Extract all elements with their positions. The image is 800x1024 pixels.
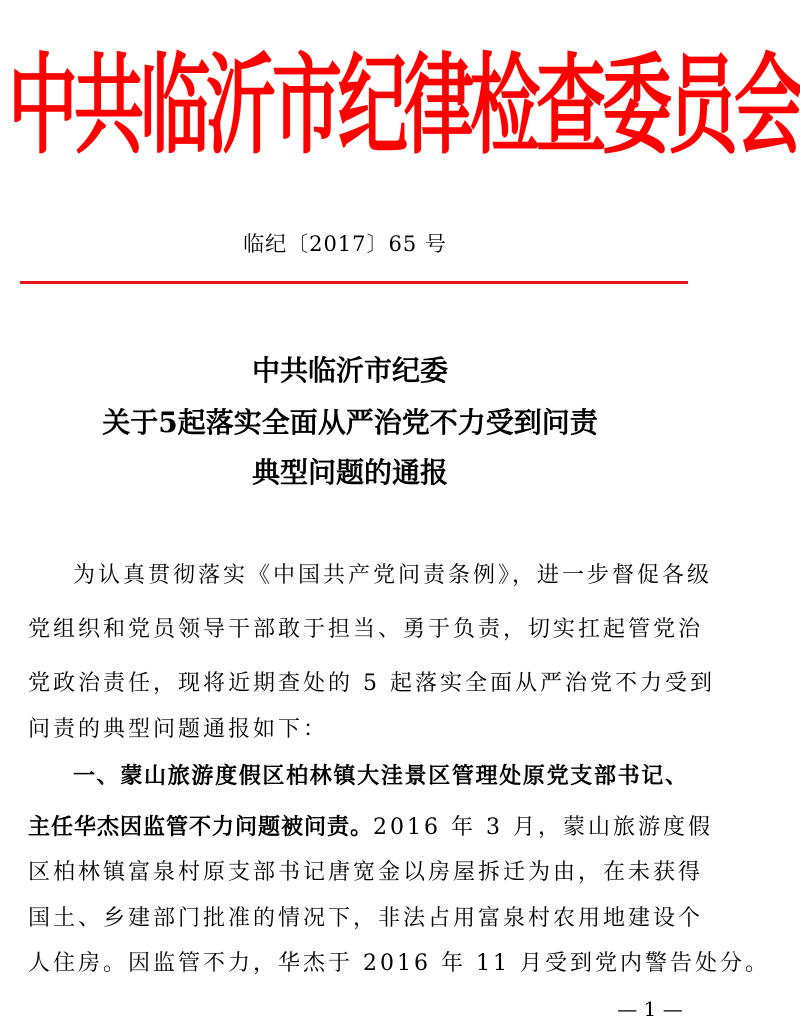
- section-1-heading-line-2: 主任华杰因监管不力问题被问责。: [28, 814, 374, 840]
- document-title-line-3: 典型问题的通报: [251, 456, 448, 489]
- document-title-line-2: 关于5起落实全面从严治党不力受到问责: [102, 406, 598, 439]
- section-1-paragraph-line: 人住房。因监管不力，华杰于 2016 年 11 月受到党内警告处分。: [28, 951, 770, 976]
- section-1-text-start: 2016 年 3 月，蒙山旅游度假: [373, 815, 713, 840]
- section-1-paragraph-line: 区柏林镇富泉村原支部书记唐宽金以房屋拆迁为由，在未获得: [28, 860, 704, 885]
- section-1-paragraph-line: [28, 807, 713, 847]
- section-1-paragraph-line: 国土、乡建部门批准的情况下，非法占用富泉村农用地建设个: [28, 906, 704, 931]
- intro-paragraph-line: 问责的典型问题通报如下：: [28, 717, 329, 742]
- intro-paragraph-line: 为认真贯彻落实《中国共产党问责条例》，进一步督促各级: [73, 563, 713, 588]
- red-divider-line: [20, 281, 688, 284]
- document-number: 临纪〔2017〕65 号: [243, 232, 447, 256]
- document-title-line-1: 中共临沂市纪委: [251, 354, 448, 387]
- section-1-heading-line-1: 一、蒙山旅游度假区柏林镇大洼景区管理处原党支部书记、: [73, 763, 688, 789]
- intro-paragraph-line: 党政治责任，现将近期查处的 5 起落实全面从严治党不力受到: [28, 671, 715, 696]
- issuing-organization-header: 中共临沂市纪律检查委员会: [8, 40, 800, 170]
- page-number: — 1 —: [617, 997, 683, 1021]
- intro-paragraph-line: 党组织和党员领导干部敢于担当、勇于负责，切实扛起管党治: [28, 617, 704, 642]
